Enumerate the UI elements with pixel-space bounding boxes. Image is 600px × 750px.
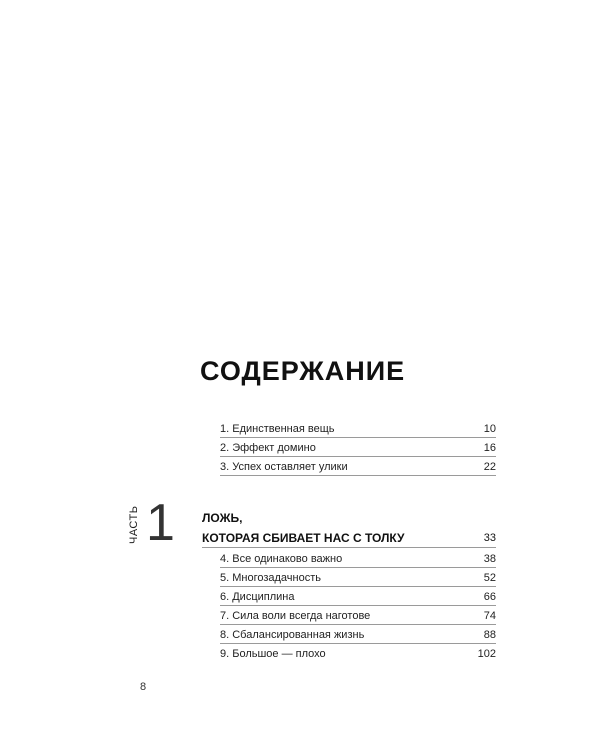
toc-divider xyxy=(220,586,496,587)
part-heading-line2[interactable] xyxy=(202,528,496,548)
part-label: ЧАСТЬ xyxy=(128,505,140,544)
toc-entry-label: 9. Большое — плохо xyxy=(220,648,326,660)
toc-entry-page: 88 xyxy=(483,629,496,641)
toc-entry-label: 6. Дисциплина xyxy=(220,591,295,603)
toc-entry-page: 10 xyxy=(483,423,496,435)
toc-entry[interactable] xyxy=(220,550,496,568)
toc-entry-page: 22 xyxy=(483,461,496,473)
part-number: 1 xyxy=(146,494,175,552)
toc-divider xyxy=(202,547,496,548)
toc-divider xyxy=(220,605,496,606)
toc-entry-page: 102 xyxy=(477,648,496,660)
toc-divider xyxy=(220,624,496,625)
toc-entry-label: 3. Успех оставляет улики xyxy=(220,461,348,473)
toc-entry-page: 66 xyxy=(483,591,496,603)
toc-entry-page: 16 xyxy=(483,442,496,454)
toc-entry-page: 74 xyxy=(483,610,496,622)
toc-entry-page: 52 xyxy=(483,572,496,584)
toc-entry-label: 1. Единственная вещь xyxy=(220,423,335,435)
toc-entry-label: 5. Многозадачность xyxy=(220,572,321,584)
toc-entry[interactable] xyxy=(220,569,496,587)
toc-entry-page: 38 xyxy=(483,553,496,565)
toc-entry-label: 2. Эффект домино xyxy=(220,442,316,454)
toc-entry[interactable] xyxy=(220,439,496,457)
part-heading-text: ЛОЖЬ, xyxy=(202,511,243,525)
toc-entry-label: 7. Сила воли всегда наготове xyxy=(220,610,371,622)
toc-divider xyxy=(220,475,496,476)
toc-entry[interactable] xyxy=(220,420,496,438)
part-heading-page: 33 xyxy=(483,532,496,544)
part-heading-line1 xyxy=(202,508,496,528)
toc-entry-label: 4. Все одинаково важно xyxy=(220,553,343,565)
part-heading-text: КОТОРАЯ СБИВАЕТ НАС С ТОЛКУ xyxy=(202,531,405,545)
page-number: 8 xyxy=(140,681,147,693)
toc-entry-label: 8. Сбалансированная жизнь xyxy=(220,629,365,641)
toc-divider xyxy=(220,456,496,457)
toc-entry[interactable] xyxy=(220,588,496,606)
toc-divider xyxy=(220,643,496,644)
toc-entry[interactable] xyxy=(220,645,496,663)
toc-entry[interactable] xyxy=(220,458,496,476)
toc-entry[interactable] xyxy=(220,626,496,644)
toc-divider xyxy=(220,437,496,438)
page-title: СОДЕРЖАНИЕ xyxy=(200,356,406,386)
toc-entry[interactable] xyxy=(220,607,496,625)
toc-divider xyxy=(220,567,496,568)
